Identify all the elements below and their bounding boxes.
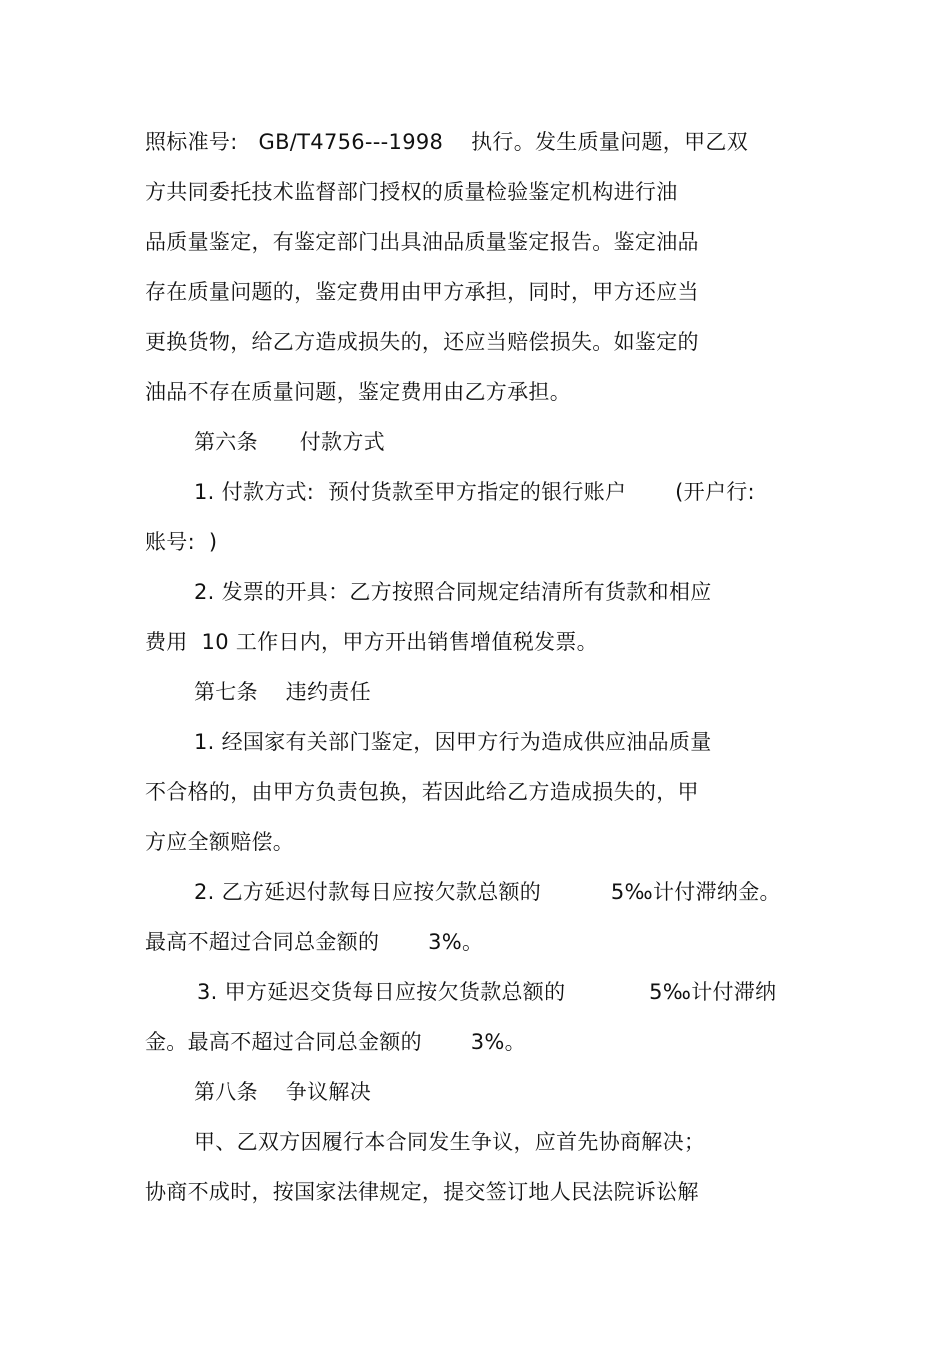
paragraph-line: 更换货物，给乙方造成损失的，还应当赔偿损失。如鉴定的 bbox=[145, 330, 699, 354]
paragraph-line: 照标准号: GB/T4756---1998 执行。发生质量问题，甲乙双 bbox=[145, 130, 749, 154]
paragraph-line: 品质量鉴定，有鉴定部门出具油品质量鉴定报告。鉴定油品 bbox=[145, 230, 699, 254]
paragraph-line: 存在质量问题的，鉴定费用由甲方承担，同时，甲方还应当 bbox=[145, 280, 699, 304]
paragraph-line: 油品不存在质量问题，鉴定费用由乙方承担。 bbox=[145, 380, 571, 404]
paragraph-line: 1. 付款方式: 预付货款至甲方指定的银行账户 (开户行: bbox=[194, 480, 755, 504]
paragraph-line: 协商不成时，按国家法律规定，提交签订地人民法院诉讼解 bbox=[145, 1180, 699, 1204]
paragraph-line: 甲、乙双方因履行本合同发生争议，应首先协商解决； bbox=[194, 1130, 706, 1154]
section-heading-article-7: 第七条 违约责任 bbox=[194, 680, 372, 704]
paragraph-line: 2. 乙方延迟付款每日应按欠款总额的 5‰计付滞纳金。 bbox=[194, 880, 781, 904]
paragraph-line: 最高不超过合同总金额的 3%。 bbox=[145, 930, 484, 954]
section-heading-article-6: 第六条 付款方式 bbox=[194, 430, 385, 454]
paragraph-line: 3. 甲方延迟交货每日应按欠货款总额的 5‰计付滞纳 bbox=[197, 980, 777, 1004]
paragraph-line: 2. 发票的开具：乙方按照合同规定结清所有货款和相应 bbox=[194, 580, 712, 604]
paragraph-line: 费用 10 工作日内，甲方开出销售增值税发票。 bbox=[145, 630, 598, 654]
paragraph-line: 不合格的，由甲方负责包换，若因此给乙方造成损失的，甲 bbox=[145, 780, 699, 804]
paragraph-line: 方应全额赔偿。 bbox=[145, 830, 295, 854]
paragraph-line: 账号: ) bbox=[145, 530, 218, 554]
paragraph-line: 1. 经国家有关部门鉴定，因甲方行为造成供应油品质量 bbox=[194, 730, 712, 754]
paragraph-line: 方共同委托技术监督部门授权的质量检验鉴定机构进行油 bbox=[145, 180, 678, 204]
paragraph-line: 金。最高不超过合同总金额的 3%。 bbox=[145, 1030, 526, 1054]
section-heading-article-8: 第八条 争议解决 bbox=[194, 1080, 372, 1104]
